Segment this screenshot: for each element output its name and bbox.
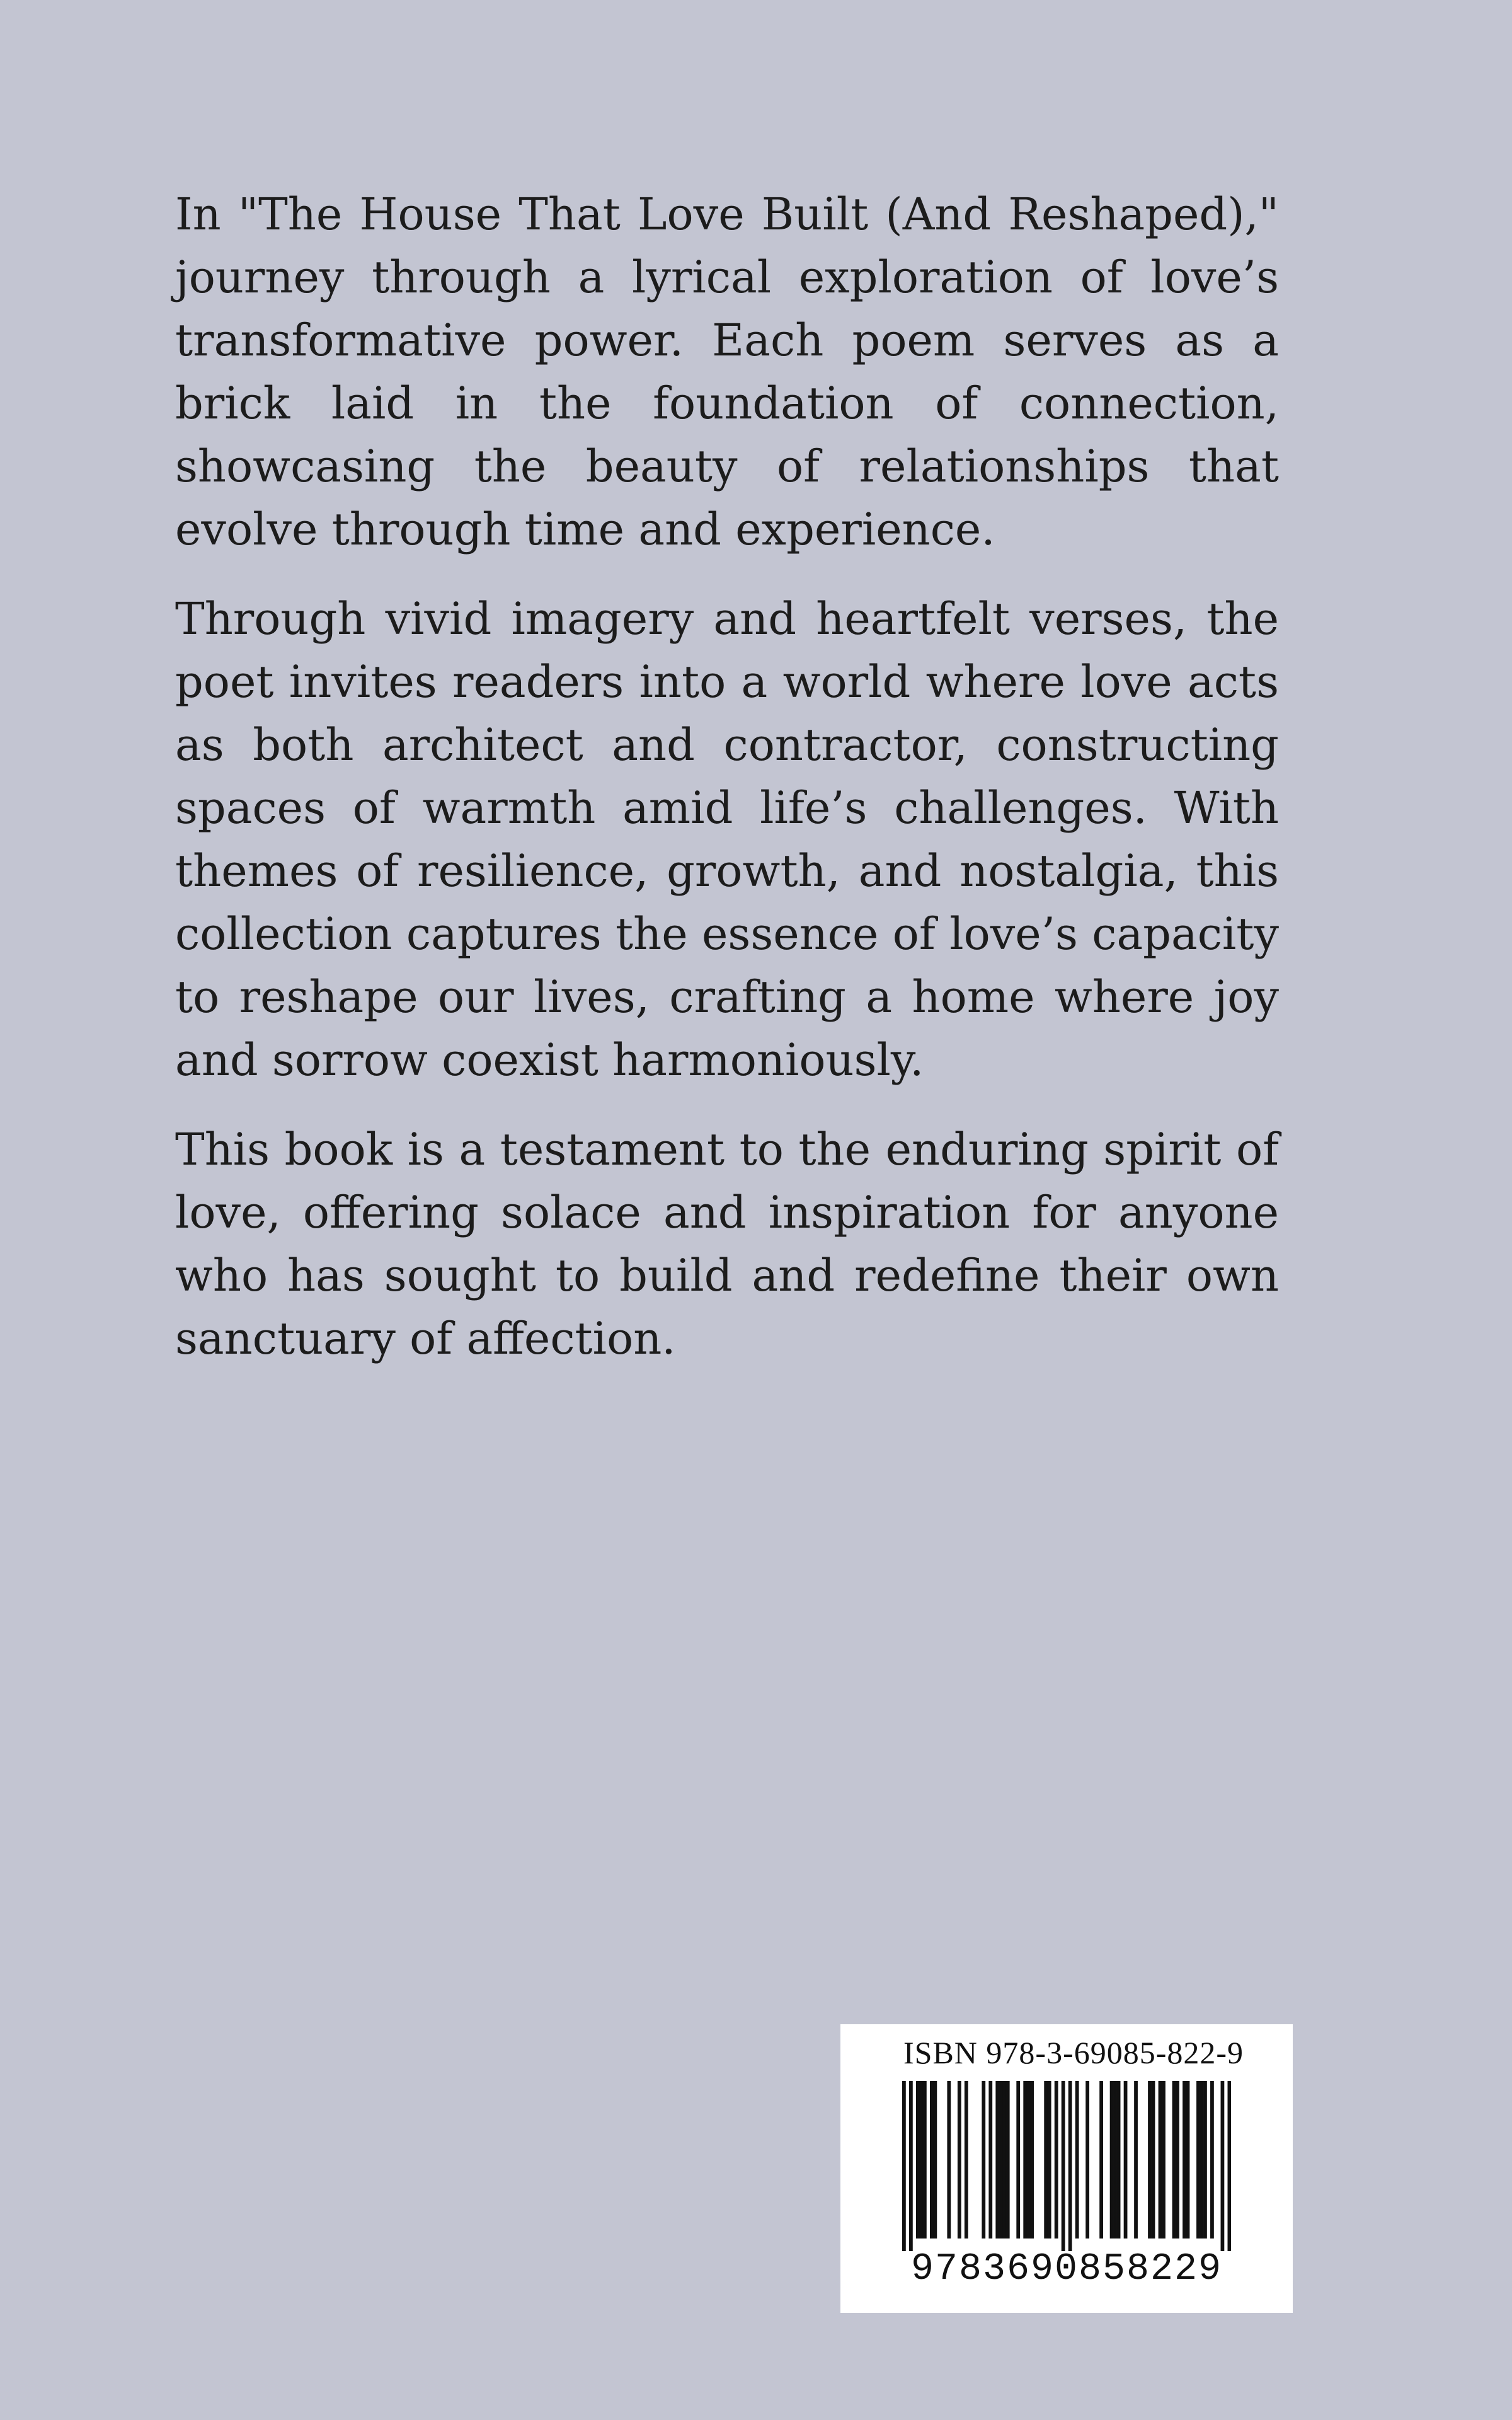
barcode-bar [1099, 2081, 1103, 2238]
blurb-paragraph-2: Through vivid imagery and heartfelt verses, the poet invites readers into a world where love acts as both architect and contractor, constructing spaces of warmth amid life’s challenges. With themes of resilience, growth, and nostalgia, this collection captures the essence of love’s capacity to reshape our lives, crafting a home where joy and sorrow coexist harmoniously. [175, 593, 1279, 1086]
barcode-bar [1068, 2081, 1072, 2251]
barcode-bar [1023, 2081, 1027, 2238]
barcode-bar [982, 2081, 985, 2238]
blurb-paragraph-1: In "The House That Love Built (And Reshaped)," journey through a lyrical exploration of love’s transformative power. Each poem serves as a brick laid in the foundation of connection, showcasing the beauty of relationships that evolve through time and experience. [175, 188, 1279, 555]
barcode-bar [1117, 2081, 1121, 2238]
barcode-bar [1113, 2081, 1117, 2238]
barcode-bar [1002, 2081, 1006, 2238]
ean-number: 9783690858229 [910, 2248, 1223, 2291]
barcode-bar [1085, 2081, 1089, 2238]
barcode-icon [902, 2081, 1231, 2251]
barcode-bar [930, 2081, 934, 2238]
barcode-bar [1016, 2081, 1020, 2238]
barcode-bar [958, 2081, 961, 2238]
barcode-bar [919, 2081, 923, 2238]
barcode-bar [1200, 2081, 1204, 2238]
barcode-bar [1159, 2081, 1162, 2238]
barcode-bar [999, 2081, 1003, 2238]
barcode-bar [933, 2081, 937, 2238]
barcode-bar [923, 2081, 927, 2238]
barcode-bar [1044, 2081, 1048, 2238]
barcode-bar [1110, 2081, 1114, 2238]
barcode-bar [1124, 2081, 1128, 2238]
back-cover-blurb [175, 183, 1279, 1397]
barcode-bar [988, 2081, 992, 2238]
barcode-bar [1152, 2081, 1155, 2238]
barcode-bar [1030, 2081, 1034, 2238]
barcode-bar [1075, 2081, 1079, 2238]
barcode-bar [1006, 2081, 1010, 2238]
barcode-bar [965, 2081, 968, 2238]
barcode-bar [1210, 2081, 1214, 2238]
barcode-bar [947, 2081, 951, 2238]
barcode-bar [1027, 2081, 1031, 2238]
barcode-bar [1228, 2081, 1231, 2251]
barcode-bar [995, 2081, 999, 2238]
barcode-bar [1186, 2081, 1190, 2238]
barcode-bar [1148, 2081, 1152, 2238]
barcode-bar [1055, 2081, 1058, 2238]
barcode-bar [1134, 2081, 1138, 2238]
barcode-bar [1048, 2081, 1051, 2238]
isbn-label: ISBN 978-3-69085-822-9 [903, 2035, 1244, 2070]
barcode-bar [916, 2081, 920, 2238]
barcode-bar [1062, 2081, 1065, 2251]
barcode-bar [1172, 2081, 1176, 2238]
barcode-bar [1196, 2081, 1200, 2238]
isbn-barcode-block [840, 2024, 1293, 2313]
blurb-paragraph-3: This book is a testament to the enduring spirit of love, offering solace and inspiration for anyone who has sought to build and redefine their own sanctuary of affection. [175, 1124, 1279, 1364]
barcode-bar [1221, 2081, 1225, 2251]
barcode-bar [1176, 2081, 1179, 2238]
barcode-bar [1203, 2081, 1207, 2238]
barcode-bar [909, 2081, 913, 2251]
barcode-bar [1162, 2081, 1166, 2238]
barcode-bar [902, 2081, 906, 2251]
barcode-bar [1183, 2081, 1186, 2238]
